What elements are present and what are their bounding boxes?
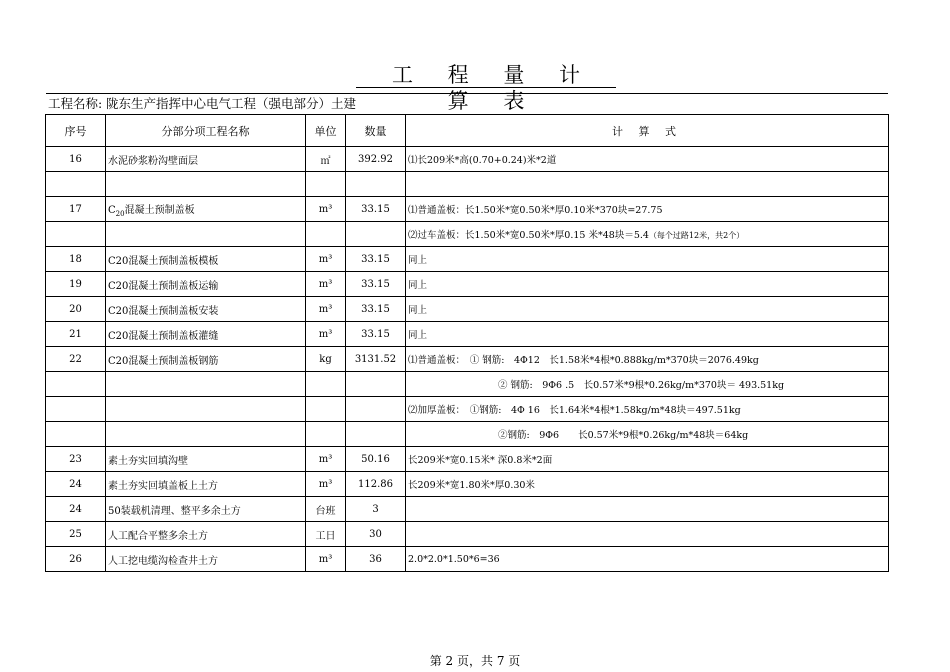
row-name: $C_{20}$混凝土预制盖板 [106, 197, 306, 222]
page-footer: 第 2 页，共 7 页 [429, 654, 521, 668]
row-name: 人工挖电缆沟检查井土方 [106, 547, 306, 572]
row-calc [406, 497, 889, 522]
quantity-table [45, 114, 889, 572]
row-name: 人工配合平整多余土方 [106, 522, 306, 547]
table-row [46, 372, 889, 397]
row-unit: m³ [306, 297, 346, 322]
row-unit: m³ [306, 247, 346, 272]
row-unit: kg [306, 347, 346, 372]
row-no: 19 [46, 272, 106, 297]
row-qty: 33.15 [346, 322, 406, 347]
row-qty: 30 [346, 522, 406, 547]
row-name: 素土夯实回填盖板上土方 [106, 472, 306, 497]
row-calc: ⑵加厚盖板： ①钢筋: 4Φ 16 长1.64米*4根*1.58kg/m*48块＝497.51kg [406, 397, 889, 422]
row-unit: 工日 [306, 522, 346, 547]
row-no: 25 [46, 522, 106, 547]
row-calc [406, 522, 889, 547]
row-no: 20 [46, 297, 106, 322]
row-no: 23 [46, 447, 106, 472]
table-row [46, 347, 889, 372]
row-name: C20混凝土预制盖板灌缝 [106, 322, 306, 347]
row-calc: 2.0*2.0*1.50*6=36 [406, 547, 889, 572]
row-calc: ② 钢筋: 9Φ6 .5 长0.57米*9根*0.26kg/m*370块＝ 493.51kg [406, 372, 889, 397]
table-row [46, 522, 889, 547]
row-unit: m³ [306, 197, 346, 222]
table-row [46, 197, 889, 222]
row-calc: ⑴普通盖板： ① 钢筋: 4Φ12 长1.58米*4根*0.888kg/m*370块＝2076.49kg [406, 347, 889, 372]
row-no: 22 [46, 347, 106, 372]
row-unit: m³ [306, 547, 346, 572]
header-qty: 数量 [346, 115, 406, 147]
header-unit: 单位 [306, 115, 346, 147]
table-row [46, 272, 889, 297]
row-calc: ⑵过车盖板：长1.50米*宽0.50米*厚0.15 米*48块＝5.4（每个过路12米，共2个） [406, 222, 889, 247]
row-unit: m³ [306, 322, 346, 347]
table-row [46, 497, 889, 522]
row-calc: 长209米*宽0.15米* 深0.8米*2面 [406, 447, 889, 472]
project-name-label: 工程名称: [48, 96, 103, 111]
row-no: 24 [46, 497, 106, 522]
header-name: 分部分项工程名称 [106, 115, 306, 147]
row-unit: 台班 [306, 497, 346, 522]
row-name: C20混凝土预制盖板钢筋 [106, 347, 306, 372]
row-name: 50装载机清理、整平多余土方 [106, 497, 306, 522]
row-qty: 36 [346, 547, 406, 572]
row-unit: ㎡ [306, 147, 346, 172]
header-no: 序号 [46, 115, 106, 147]
table-row [46, 447, 889, 472]
row-qty: 112.86 [346, 472, 406, 497]
row-qty: 33.15 [346, 297, 406, 322]
table-row [46, 472, 889, 497]
table-row [46, 172, 889, 197]
row-calc: 同上 [406, 272, 889, 297]
table-row [46, 322, 889, 347]
row-no: 16 [46, 147, 106, 172]
table-row [46, 422, 889, 447]
row-no: 24 [46, 472, 106, 497]
row-name: 素土夯实回填沟壁 [106, 447, 306, 472]
row-qty: 33.15 [346, 197, 406, 222]
table-row [46, 547, 889, 572]
table-row [46, 222, 889, 247]
page-title: 工 程 量 计 算 表 [356, 62, 616, 88]
row-qty: 50.16 [346, 447, 406, 472]
row-qty: 33.15 [346, 272, 406, 297]
row-no: 17 [46, 197, 106, 222]
row-unit: m³ [306, 272, 346, 297]
table-header-row [46, 115, 889, 147]
row-name: C20混凝土预制盖板安装 [106, 297, 306, 322]
table-row [46, 247, 889, 272]
table-row [46, 147, 889, 172]
row-qty: 3131.52 [346, 347, 406, 372]
row-qty: 392.92 [346, 147, 406, 172]
row-name: C20混凝土预制盖板模板 [106, 247, 306, 272]
row-unit: m³ [306, 447, 346, 472]
row-qty: 3 [346, 497, 406, 522]
row-calc: 长209米*宽1.80米*厚0.30米 [406, 472, 889, 497]
row-no: 21 [46, 322, 106, 347]
row-calc: ⑴长209米*高(0.70+0.24)米*2道 [406, 147, 889, 172]
row-qty: 33.15 [346, 247, 406, 272]
row-calc: 同上 [406, 322, 889, 347]
row-no: 18 [46, 247, 106, 272]
table-row [46, 397, 889, 422]
row-calc: ②钢筋: 9Φ6 长0.57米*9根*0.26kg/m*48块＝64kg [406, 422, 889, 447]
row-unit: m³ [306, 472, 346, 497]
row-no: 26 [46, 547, 106, 572]
project-name-row [46, 93, 888, 114]
row-calc: 同上 [406, 297, 889, 322]
project-name-value: 陇东生产指挥中心电气工程（强电部分）土建 [106, 96, 357, 111]
row-calc: ⑴普通盖板：长1.50米*宽0.50米*厚0.10米*370块=27.75 [406, 197, 889, 222]
table-row [46, 297, 889, 322]
header-calc: 计 算 式 [406, 115, 889, 147]
row-calc: 同上 [406, 247, 889, 272]
row-name: C20混凝土预制盖板运输 [106, 272, 306, 297]
row-name: 水泥砂浆粉沟壁面层 [106, 147, 306, 172]
